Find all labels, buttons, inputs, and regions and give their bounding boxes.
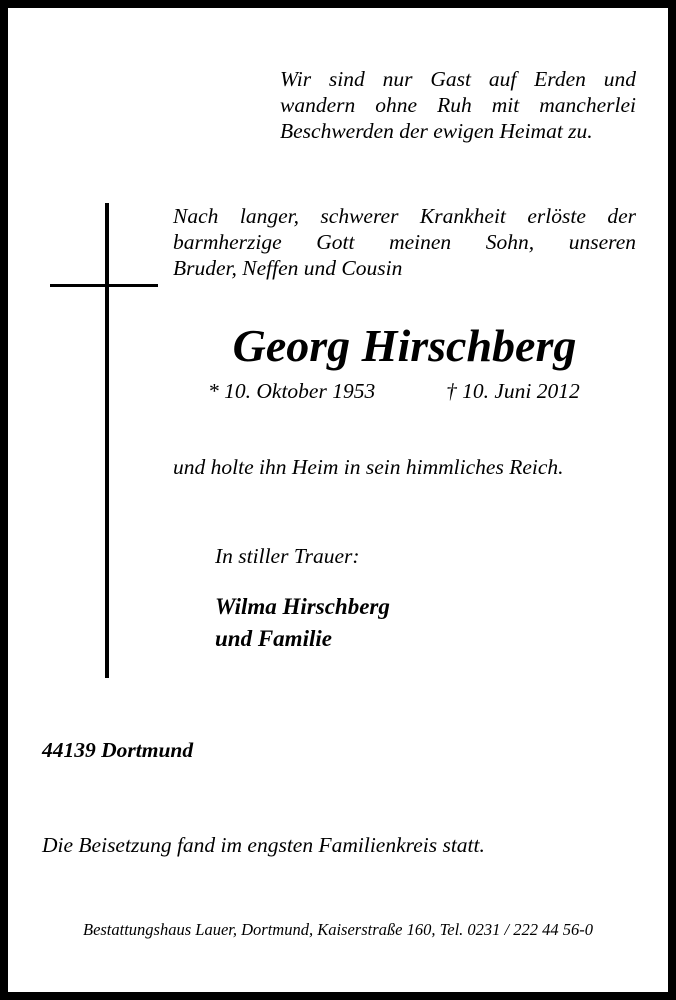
funeral-home-footer: Bestattungshaus Lauer, Dortmund, Kaiserstraße 160, Tel. 0231 / 222 44 56-0 [82, 920, 593, 939]
motto-line: wandern ohne Ruh mit mancherlei [280, 93, 636, 117]
funeral-note: Die Beisetzung fand im engsten Familienkreis statt. [42, 833, 485, 857]
closing-line: und holte ihn Heim in sein himmliches Reich. [173, 455, 564, 479]
mourner-name: und Familie [215, 626, 332, 651]
intro-line: barmherzige Gott meinen Sohn, unseren [173, 230, 636, 254]
cross-vertical-beam [105, 203, 109, 678]
mourner-name: Wilma Hirschberg [215, 594, 390, 619]
mourner-names [215, 591, 390, 655]
motto-line: Wir sind nur Gast auf Erden und [280, 67, 636, 91]
mourning-label: In stiller Trauer: [215, 544, 360, 568]
deceased-name: Georg Hirschberg [232, 320, 577, 371]
birth-date: * 10. Oktober 1953 [208, 379, 376, 403]
intro-line: Nach langer, schwerer Krankheit erlöste der [173, 204, 636, 228]
intro-text [173, 203, 636, 281]
motto-verse [280, 66, 636, 144]
intro-line: Bruder, Neffen und Cousin [173, 256, 403, 280]
city-line: 44139 Dortmund [42, 738, 194, 762]
death-date: † 10. Juni 2012 [446, 379, 580, 403]
motto-line: Beschwerden der ewigen Heimat zu. [280, 119, 593, 143]
cross-horizontal-beam [50, 284, 158, 287]
